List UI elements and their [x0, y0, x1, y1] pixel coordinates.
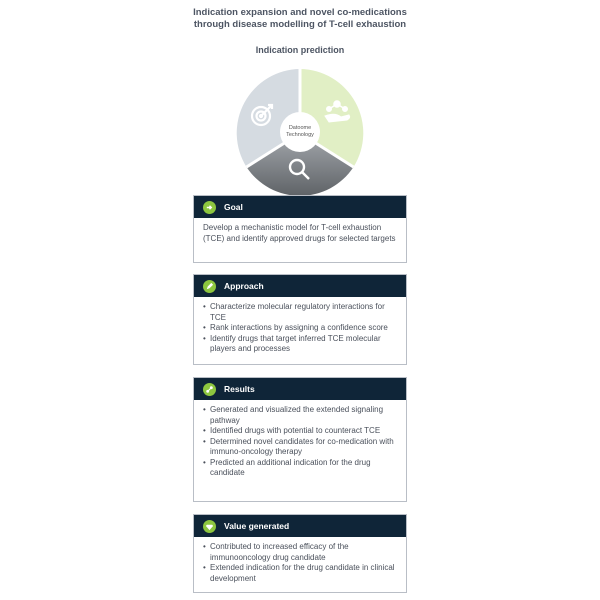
value-card	[193, 514, 407, 593]
results-card-body	[194, 400, 406, 485]
approach-card-header	[194, 275, 406, 297]
approach-bullet: • Characterize molecular regulatory interactions for TCE	[203, 302, 397, 323]
value-bullet: • Contributed to increased efficacy of the immunooncology drug candidate	[203, 542, 397, 563]
approach-card-title: Approach	[224, 281, 264, 291]
approach-bullet: • Rank interactions by assigning a confidence score	[203, 323, 397, 334]
results-bullet: • Determined novel candidates for co-medication with immuno-oncology therapy	[203, 437, 397, 458]
goal-card-header	[194, 196, 406, 218]
graph-icon	[203, 383, 216, 396]
diagram-title	[0, 7, 600, 31]
value-card-header	[194, 515, 406, 537]
results-bullet: • Identified drugs with potential to counteract TCE	[203, 426, 397, 437]
results-card-header	[194, 378, 406, 400]
wheel-center-line-1: Datoome	[288, 125, 312, 131]
goal-card-body	[194, 218, 406, 250]
goal-card	[193, 195, 407, 263]
approach-bullet: • Identify drugs that target inferred TCE molecular players and processes	[203, 334, 397, 355]
arrow-icon	[203, 201, 216, 214]
value-card-body	[194, 537, 406, 590]
results-bullet: • Generated and visualized the extended signaling pathway	[203, 405, 397, 426]
value-card-title: Value generated	[224, 521, 290, 531]
title-line-2: through disease modelling of T-cell exhaustion	[193, 19, 407, 30]
approach-card	[193, 274, 407, 365]
wheel-center-line-2: Technology	[286, 132, 314, 138]
results-card-title: Results	[224, 384, 255, 394]
results-bullet: • Predicted an additional indication for the drug candidate	[203, 458, 397, 479]
goal-text: Develop a mechanistic model for T-cell exhaustion (TCE) and identify approved drugs for selected targets	[203, 223, 396, 243]
technology-wheel	[225, 62, 375, 202]
results-card	[193, 377, 407, 502]
approach-card-body	[194, 297, 406, 361]
wheel-caption: Indication prediction	[255, 45, 345, 55]
pen-icon	[203, 280, 216, 293]
gem-icon	[203, 520, 216, 533]
value-bullet: • Extended indication for the drug candidate in clinical development	[203, 563, 397, 584]
goal-card-title: Goal	[224, 202, 243, 212]
title-line-1: Indication expansion and novel co-medications	[193, 7, 407, 18]
